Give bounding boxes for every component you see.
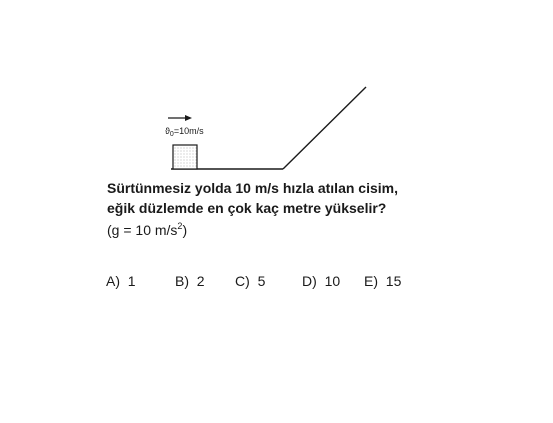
incline-figure xyxy=(0,0,553,180)
given-gravity xyxy=(107,221,187,238)
choice-d[interactable] xyxy=(302,273,340,289)
choice-e[interactable] xyxy=(364,273,401,289)
choice-a-value: 1 xyxy=(127,273,136,289)
question-line-2: eğik düzlemde en çok kaç metre yükselir? xyxy=(107,200,387,216)
incline-line xyxy=(283,87,366,169)
choice-c-letter: C) xyxy=(235,273,250,289)
velocity-value: =10m/s xyxy=(173,126,204,136)
choice-b[interactable] xyxy=(175,273,205,289)
choice-b-value: 2 xyxy=(196,273,205,289)
question-text xyxy=(107,178,507,218)
choice-e-value: 15 xyxy=(385,273,402,289)
velocity-symbol: ϑ xyxy=(165,126,170,136)
block xyxy=(173,145,197,169)
given-prefix: (g = 10 m/s xyxy=(107,222,178,238)
velocity-subscript: 0 xyxy=(169,131,174,138)
choice-a-letter: A) xyxy=(106,273,120,289)
question-line-1: Sürtünmesiz yolda 10 m/s hızla atılan cisim, xyxy=(107,180,398,196)
choice-d-letter: D) xyxy=(302,273,317,289)
choice-b-letter: B) xyxy=(175,273,189,289)
choice-d-value: 10 xyxy=(324,273,341,289)
choice-c-value: 5 xyxy=(257,273,266,289)
velocity-label xyxy=(165,126,204,138)
choice-c[interactable] xyxy=(235,273,265,289)
velocity-arrow-head xyxy=(185,115,192,121)
choice-e-letter: E) xyxy=(364,273,378,289)
given-suffix: ) xyxy=(182,222,188,238)
given-exponent: 2 xyxy=(177,221,183,231)
answer-choices xyxy=(0,273,553,293)
choice-a[interactable] xyxy=(106,273,136,289)
